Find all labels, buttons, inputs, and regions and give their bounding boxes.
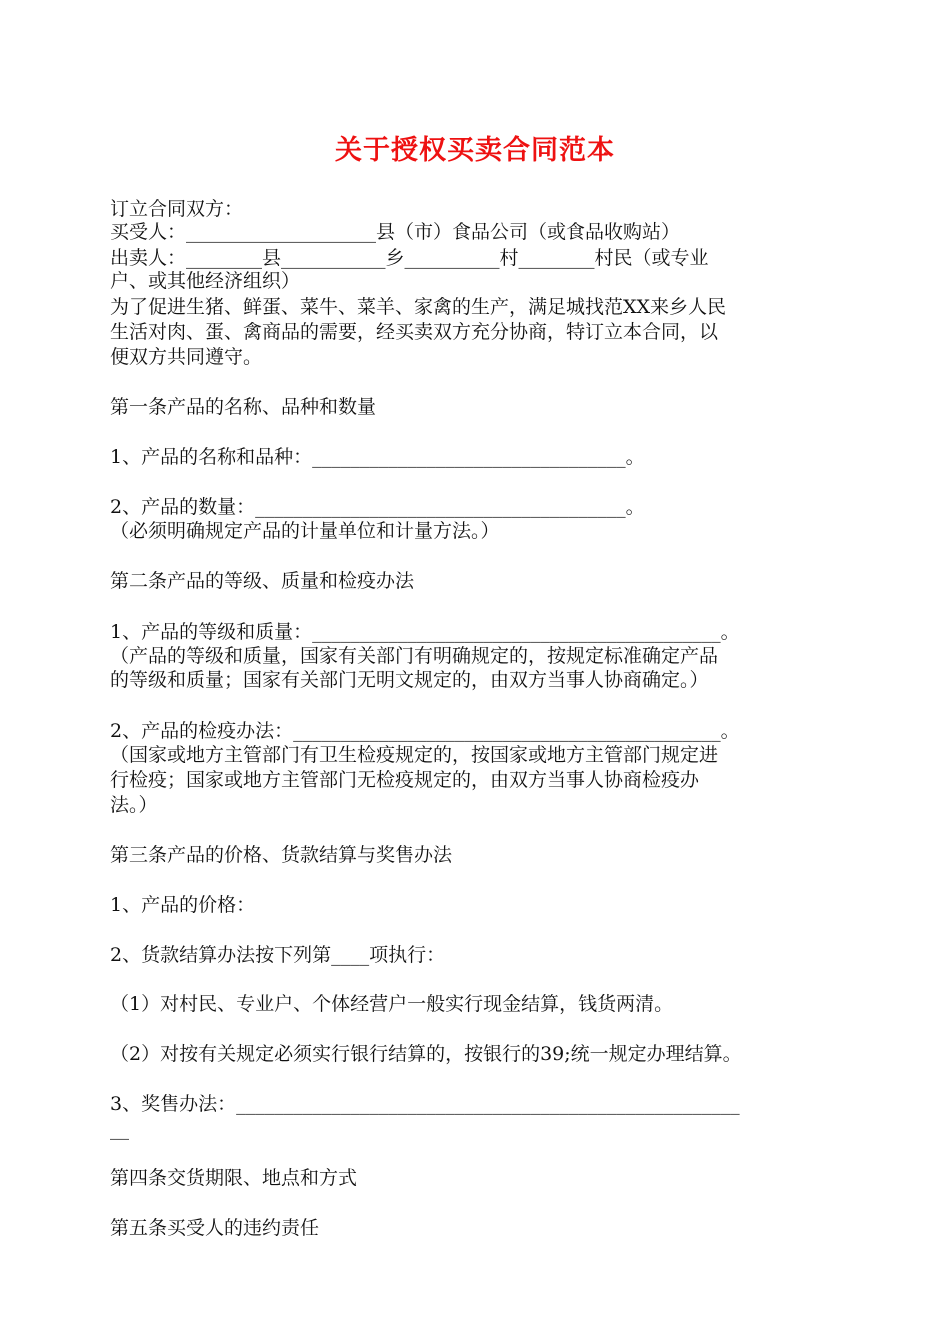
text-line: 为了促进生猪、鲜蛋、菜牛、菜羊、家禽的生产，满足城找范XX来乡人民 — [110, 296, 727, 318]
text-line: （产品的等级和质量，国家有关部门有明确规定的，按规定标准确定产品 — [110, 645, 719, 667]
text-line: 行检疫；国家或地方主管部门无检疫规定的，由双方当事人协商检疫办 — [110, 769, 700, 791]
text-line: （2）对按有关规定必须实行银行结算的，按银行的39;统一规定办理结算。 — [110, 1043, 742, 1065]
text-line: 的等级和质量；国家有关部门无明文规定的，由双方当事人协商确定。） — [110, 669, 709, 691]
text-line: 法。） — [110, 794, 158, 816]
section-heading: 第一条产品的名称、品种和数量 — [110, 396, 377, 418]
text-line: 1、产品的价格： — [110, 894, 256, 916]
text-line: 2、货款结算办法按下列第____项执行： — [110, 944, 446, 966]
document-title: 关于授权买卖合同范本 — [335, 135, 615, 166]
section-heading: 第四条交货期限、地点和方式 — [110, 1167, 358, 1189]
text-line: （必须明确规定产品的计量单位和计量方法。） — [110, 520, 500, 542]
text-line: 订立合同双方： — [110, 198, 244, 220]
text-line: 出卖人：________县___________乡__________村________村民（或专业 — [110, 247, 709, 269]
text-line: 3、奖售办法：_____________________________________________________ — [110, 1093, 740, 1115]
text-line: 户、或其他经济组织） — [110, 270, 301, 292]
section-heading: 第二条产品的等级、质量和检疫办法 — [110, 570, 415, 592]
text-line: 便双方共同遵守。 — [110, 346, 263, 368]
text-line: 买受人：____________________县（市）食品公司（或食品收购站） — [110, 221, 681, 243]
text-line: （国家或地方主管部门有卫生检疫规定的，按国家或地方主管部门规定进 — [110, 744, 719, 766]
text-line: 2、产品的检疫办法：_____________________________________________。 — [110, 720, 740, 742]
text-line: 1、产品的等级和质量：___________________________________________。 — [110, 621, 740, 643]
text-line: （1）对村民、专业户、个体经营户一般实行现金结算，钱货两清。 — [110, 993, 674, 1015]
text-line: __ — [110, 1118, 129, 1140]
text-line: 生活对肉、蛋、禽商品的需要，经买卖双方充分协商，特订立本合同，以 — [110, 321, 719, 343]
text-line: 1、产品的名称和品种：_________________________________。 — [110, 446, 645, 468]
section-heading: 第五条买受人的违约责任 — [110, 1217, 320, 1239]
section-heading: 第三条产品的价格、货款结算与奖售办法 — [110, 844, 453, 866]
text-line: 2、产品的数量：_______________________________________。 — [110, 496, 645, 518]
